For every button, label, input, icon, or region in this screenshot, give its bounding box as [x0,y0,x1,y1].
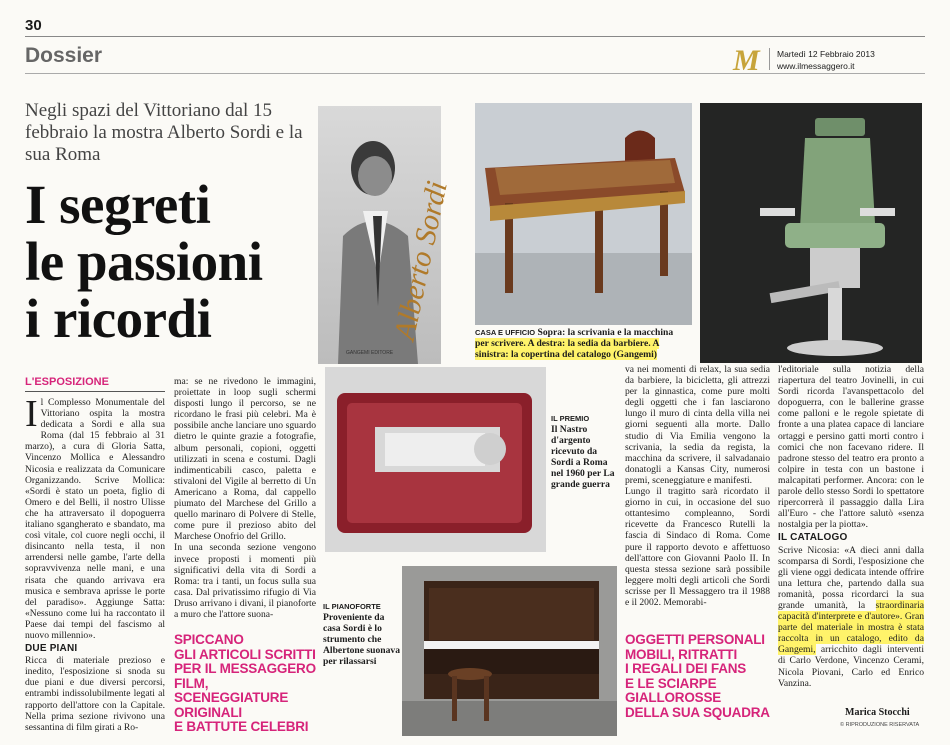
col4-body2c: Gran parte del materiale in mostra è stata raccolta in un catalogo, edito da Gangemi, [778,611,925,656]
pull-right-5: GIALLOROSSE [625,690,722,705]
col2-body: ma: se ne rivedono le immagini, proiettate in loop sugli schermi disposti lungo il percorso, se ne ricordano le frasi più celebri. Ma è possibile anche lanciare uno sguardo dietro le quinte grazie a fotografie, album personali, copioni, oggetti utilizzati in scena e costumi. Dagli indimenticabili casco, paletta e stivaloni del Vigile al berretto di Un Americano a Roma, dal cappello piumato del Marchese del Grillo a quello marinaro di Polvere di Stelle, come pure il prezioso abito del Marchese Onofrio del Grillo. [174,376,316,543]
section-esposizione-rule [25,391,165,392]
col4-body2a: Scrive Nicosia: «A dieci anni dalla scomparsa di Sordi, l'esposizione che gli viene oggi dedicata intende offrire una lettura che, partendo dalla sua romanità, possa ricordarci la sua grande umanità, la [778,544,924,611]
headline-line-2: le passioni [25,231,263,292]
caption-premio-text: Il Nastro d'argento ricevuto da Sordi a Roma nel 1960 per La grande guerra [551,424,615,490]
caption-piano-label: IL PIANOFORTE [323,602,381,611]
col3-body: va nei momenti di relax, la sua sedia da barbiere, la bicicletta, gli attrezzi per la ginnastica, come pure molti degli oggetti che i fan lasciarono lungo il muro di cinta della villa nei giorni seguenti alla morte. Dallo studio di Via Emilia vengono la scrivania, la sedia da regista, la macchina da scrivere, il salvadanaio donatogli a Kansas City, numerosi premi, sceneggiature e manifesti. [625,364,770,486]
messaggero-logo: M [733,44,760,77]
pull-left-1: SPICCANO [174,632,244,647]
col2-body2: In una seconda sezione vengono invece proposti i momenti più significativi della vita di Sordi a Roma: tra i tanti, un focus sulla sua casa. Dal privatissimo rifugio di Via Druso arrivano i divani, il pianoforte a muro che l'attore suona- [174,542,316,620]
pull-right-4: E LE SCIARPE [625,675,717,691]
pianoforte-photo [402,566,617,736]
section-title: Dossier [25,44,103,67]
caption-text-a: Sopra: la scrivania e la macchina [537,327,674,338]
pull-right-1: OGGETTI PERSONALI [625,632,765,647]
section-esposizione: L'ESPOSIZIONE [25,376,109,388]
caption-pianoforte [323,601,401,667]
pull-left-5: ORIGINALI [174,704,242,720]
cover-signature: Alberto Sordi [388,178,454,343]
piano-image [402,566,617,736]
pull-quote-right [625,633,770,720]
award-image [325,367,546,552]
desk-photo [475,103,692,325]
headline-line-3: i ricordi [25,288,212,349]
drop-cap: I [25,393,38,435]
pull-quote-left [174,633,319,735]
header-rule [25,73,925,74]
barber-chair-image [700,103,922,363]
col1-body2: Ricca di materiale prezioso e inedito, l'esposizione si snoda su due piani e due diversi percorsi, entrambi indissolubilmente legati al rapporto dell'attore con la Capitale. Nella prima sezione rivivono una sessantina di film girati a Ro- [25,655,165,733]
caption-text-c: sinistra: la copertina del catalogo (Gangemi) [475,349,657,360]
pull-right-2: MOBILI, RITRATTI [625,646,738,662]
headline-line-1: I segreti [25,174,211,235]
col4-body2d: arricchito dagli interventi di Carlo Verdone, Vincenzo Cerami, Nicola Piovani, Carlo ed Enrico Vanzina. [778,644,924,689]
catalog-cover-photo [318,106,454,364]
pull-right-3: I REGALI DEI FANS [625,661,747,676]
pull-left-6: E BATTUTE CELEBRI [174,719,309,734]
col3-body2: Lungo il tragitto sarà ricordato il giorno in cui, in occasione del suo ottantesimo compleanno, Sordi ricevette da Francesco Rutelli la fascia di Sindaco di Roma. Come pure il rapporto devoto e affettuoso dell'attore con Giovanni Paolo II. In questa stessa sezione sarà possibile leggere molti degli articoli che Sordi scrisse per Il Messaggero tra il 1988 e il 2002. Memorabi- [625,486,770,608]
pull-right-6: DELLA SUA SQUADRA [625,704,770,720]
caption-premio-label: IL PREMIO [551,414,590,423]
col1-body: l Complesso Monumentale del Vittoriano ospita la mostra dedicata a Sordi e alla sua Roma (dal 15 febbraio al 31 marzo), a cura di Gloria Satta, Vincenzo Mollica e Alessandro Nicosia e realizzata da Comunicare Organizzando. Scrive Mollica: «Sordi è stato un poeta, figlio di Omero e del Belli, il nostro Ulisse che ha attraversato il dopoguerra italiano sgangherato e sbandato, ma così vitale, col cuore negli occhi, il disincanto nella testa, il non arrendersi nelle gambe, l'arte della sopravvivenza nelle mani, e una risata che quando arrivava era musica e sembrava aprisse le porte del paradiso». Aggiunge Satta: «Nessuno come lui ha raccontato il Paese dai tempi del fascismo al nuovo millennio». [25,397,165,641]
caption-premio [551,413,621,490]
caption-casa-ufficio [475,327,697,360]
pull-left-4: FILM, SCENEGGIATURE [174,675,289,705]
pull-left-3: PER IL MESSAGGERO [174,661,316,676]
cover-publisher: GANGEMI EDITORE [346,350,394,356]
section-catalogo: IL CATALOGO [778,532,848,544]
article-column-2 [174,376,316,620]
header-site: www.ilmessaggero.it [777,61,855,71]
caption-piano-text: Proveniente da casa Sordi è lo strumento che Albertone suonava per rilassarsi [323,612,401,667]
nastro-argento-photo [325,367,546,552]
pull-left-2: GLI ARTICOLI SCRITTI [174,646,316,662]
section-due-piani: DUE PIANI [25,643,78,655]
page-number: 30 [25,17,42,34]
top-rule [25,36,925,37]
desk-image [475,103,692,325]
article-column-3 [625,364,770,626]
barber-chair-photo [700,103,922,363]
headline [25,176,263,347]
kicker: Negli spazi del Vittoriano dal 15 febbraio la mostra Alberto Sordi e la sua Roma [25,100,303,165]
col4-body: l'editoriale sulla notizia della riapertura del teatro Jovinelli, in cui Sordi ricorda l'avanspettacolo del dopoguerra, con le ballerine grasse come palloni e le regole spietate di fronte a una platea capace di lanciare ortaggi e persino gatti morti contro i comici che non facevano ridere. Il padrone stesso del teatro era pronto a colpire in testa con un bastone i malcapitati performer. Ancora: con le parole dello stesso Sordi lo spettatore ripercorrerà il passaggio dalla Lira all'Euro - che l'attore salutò «senza nostalgia per la piotta». [778,364,924,531]
caption-label: CASA E UFFICIO [475,328,536,337]
article-column-1 [25,393,165,737]
header-date: Martedì 12 Febbraio 2013 [777,49,875,59]
article-column-4 [778,364,924,714]
col4-body2b: straordinaria capacità d'interprete e d'autore». [778,599,924,623]
author-byline: Marica Stocchi [845,707,910,718]
logo-divider [769,48,770,70]
copyright: © RIPRODUZIONE RISERVATA [840,722,920,728]
caption-text-b: per scrivere. A destra: la sedia da barbiere. A [475,338,660,349]
